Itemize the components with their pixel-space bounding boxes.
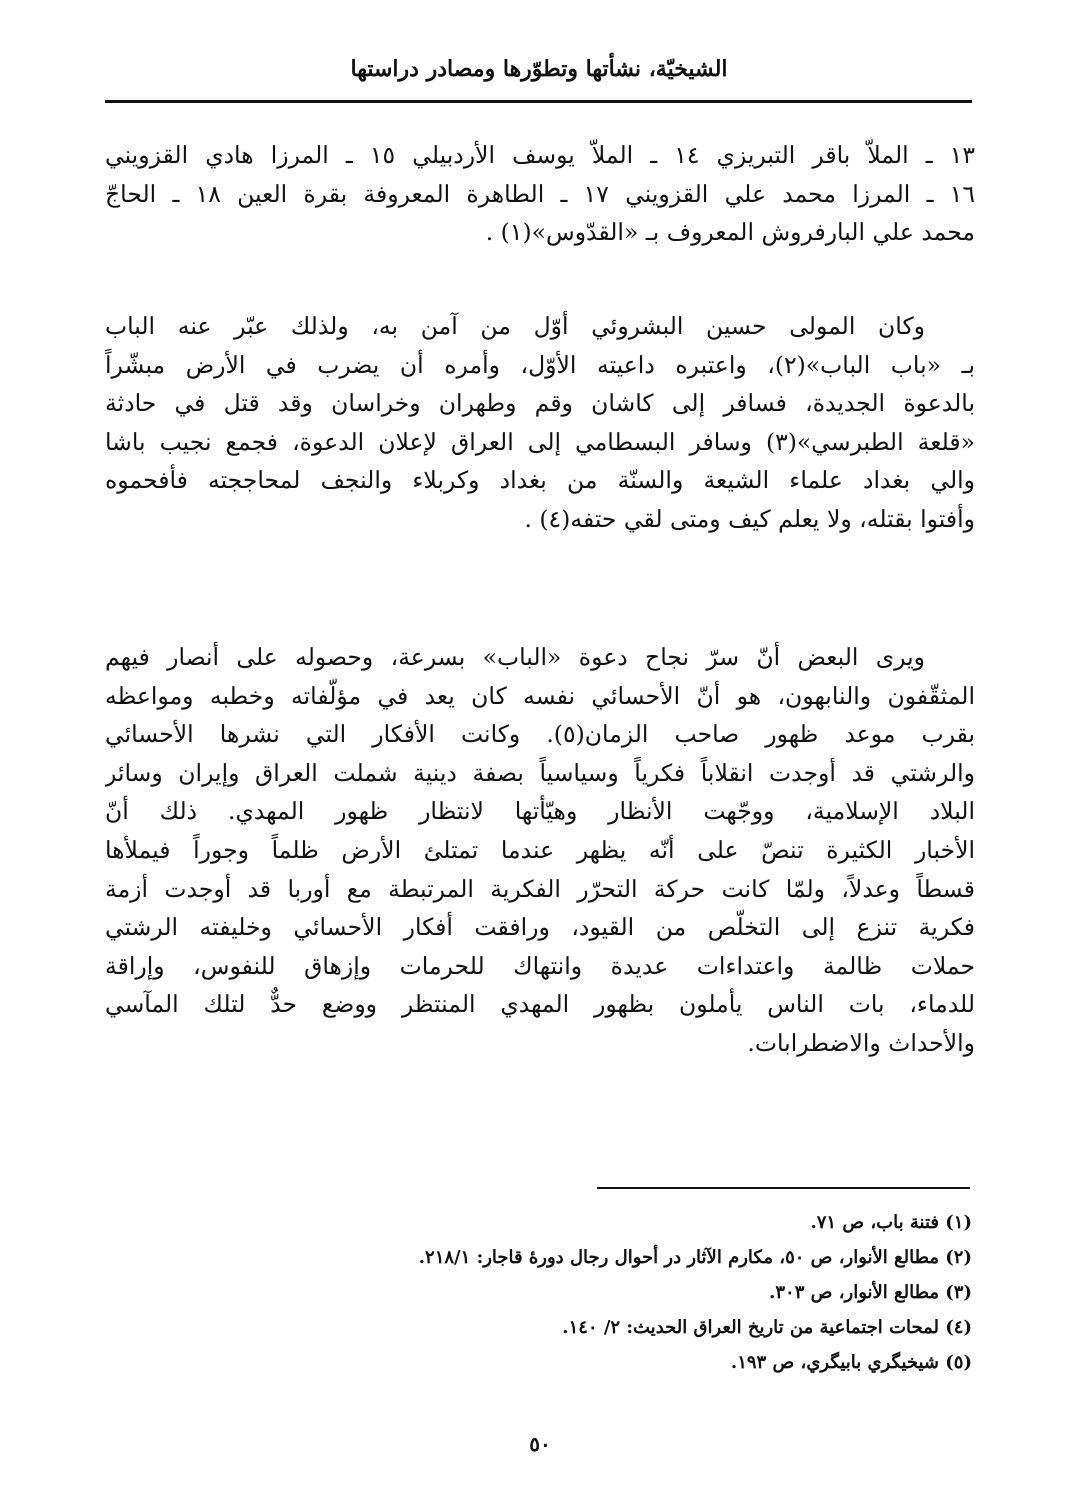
footnote-3: (٣) مطالع الأنوار، ص ٣٠٣. (769, 1282, 972, 1303)
text-line: بقرب موعد ظهور صاحب الزمان(٥). وكانت الأفكار التي نشرها الأحسائي (105, 720, 975, 749)
header-rule (105, 100, 972, 103)
text-line: ١٣ ـ الملاّ باقر التبريزي ١٤ ـ الملاّ يوسف الأردبيلي ١٥ ـ المرزا هادي القزويني (105, 141, 975, 169)
text-line: والأحداث والاضطرابات. (747, 1028, 975, 1057)
text-line: فكرية تنزع إلى التخلّص من القيود، ورافقت أفكار الأحسائي وخليفته الرشتي (105, 913, 975, 942)
text-line: البلاد الإسلامية، ووجّهت الأنظار وهيّأتها لانتظار ظهور المهدي. ذلك أنّ (105, 797, 975, 826)
footnote-rule (597, 1187, 970, 1189)
footnote-5: (٥) شيخيگري بابيگري، ص ١٩٣. (730, 1352, 972, 1373)
paragraph-1 (105, 136, 975, 252)
text-line: للدماء، بات الناس يأملون بظهور المهدي المنتظر ووضع حدٌّ لتلك المآسي (105, 990, 975, 1019)
text-line: قسطاً وعدلاً، ولمّا كانت حركة التحرّر الفكرية المرتبطة مع أوربا قد أوجدت أزمة (105, 874, 975, 903)
text-line: الأخبار الكثيرة تنصّ على أنّه يظهر عندما تمتلئ الأرض ظلماً وجوراً فيملأها (105, 835, 975, 864)
running-header: الشيخيّة، نشأتها وتطوّرها ومصادر دراستها (350, 56, 728, 82)
paragraph-2 (105, 307, 975, 539)
text-line: بالدعوة الجديدة، فسافر إلى كاشان وقم وطهران وخراسان وقد قتل في حادثة (105, 389, 975, 418)
footnotes (280, 1205, 972, 1380)
text-line: حملات ظالمة واعتداءات عديدة وانتهاك للحرمات وإزهاق للنفوس، وإراقة (105, 951, 975, 980)
text-line: المثقّفون والنابهون، هو أنّ الأحسائي نفسه كان يعد في مؤلّفاته وخطبه ومواعظه (105, 681, 975, 710)
text-line: وكان المولى حسين البشروئي أوّل من آمن به، ولذلك عبّر عنه الباب (105, 312, 925, 340)
footnote-2: (٢) مطالع الأنوار، ص ٥٠، مكارم الآثار در أحوال رجال دورهٔ قاجار: ٢١٨/١. (418, 1247, 972, 1268)
text-line: بـ «باب الباب»(٢)، واعتبره داعيته الأوّل، وأمره أن يضرب في الأرض مبشّراً (105, 350, 975, 379)
footnote-4: (٤) لمحات اجتماعية من تاريخ العراق الحديث: ٢/ ١٤٠. (562, 1317, 972, 1338)
footnote-1: (١) فتنة باب، ص ٧١. (810, 1212, 972, 1233)
paragraph-3 (105, 638, 975, 1063)
text-line: والرشتي قد أوجدت انقلاباً فكرياً وسياسياً بصفة دينية شملت العراق وإيران وسائر (105, 758, 975, 787)
text-line: ١٦ ـ المرزا محمد علي القزويني ١٧ ـ الطاهرة المعروفة بقرة العين ١٨ ـ الحاجّ (105, 179, 975, 208)
text-line: ويرى البعض أنّ سرّ نجاح دعوة «الباب» بسرعة، وحصوله على أنصار فيهم (105, 643, 925, 671)
text-line: محمد علي البارفروش المعروف بـ «القدّوس»(١) . (485, 218, 975, 247)
text-line: والي بغداد علماء الشيعة والسنّة من بغداد وكربلاء والنجف لمحاججته فأفحموه (105, 466, 975, 495)
text-line: وأفتوا بقتله، ولا يعلم كيف ومتى لقي حتفه(٤) . (524, 504, 975, 533)
page-number: ٥٠ (529, 1432, 551, 1456)
text-line: «قلعة الطبرسي»(٣) وسافر البسطامي إلى العراق لإعلان الدعوة، فجمع نجيب باشا (105, 427, 975, 456)
